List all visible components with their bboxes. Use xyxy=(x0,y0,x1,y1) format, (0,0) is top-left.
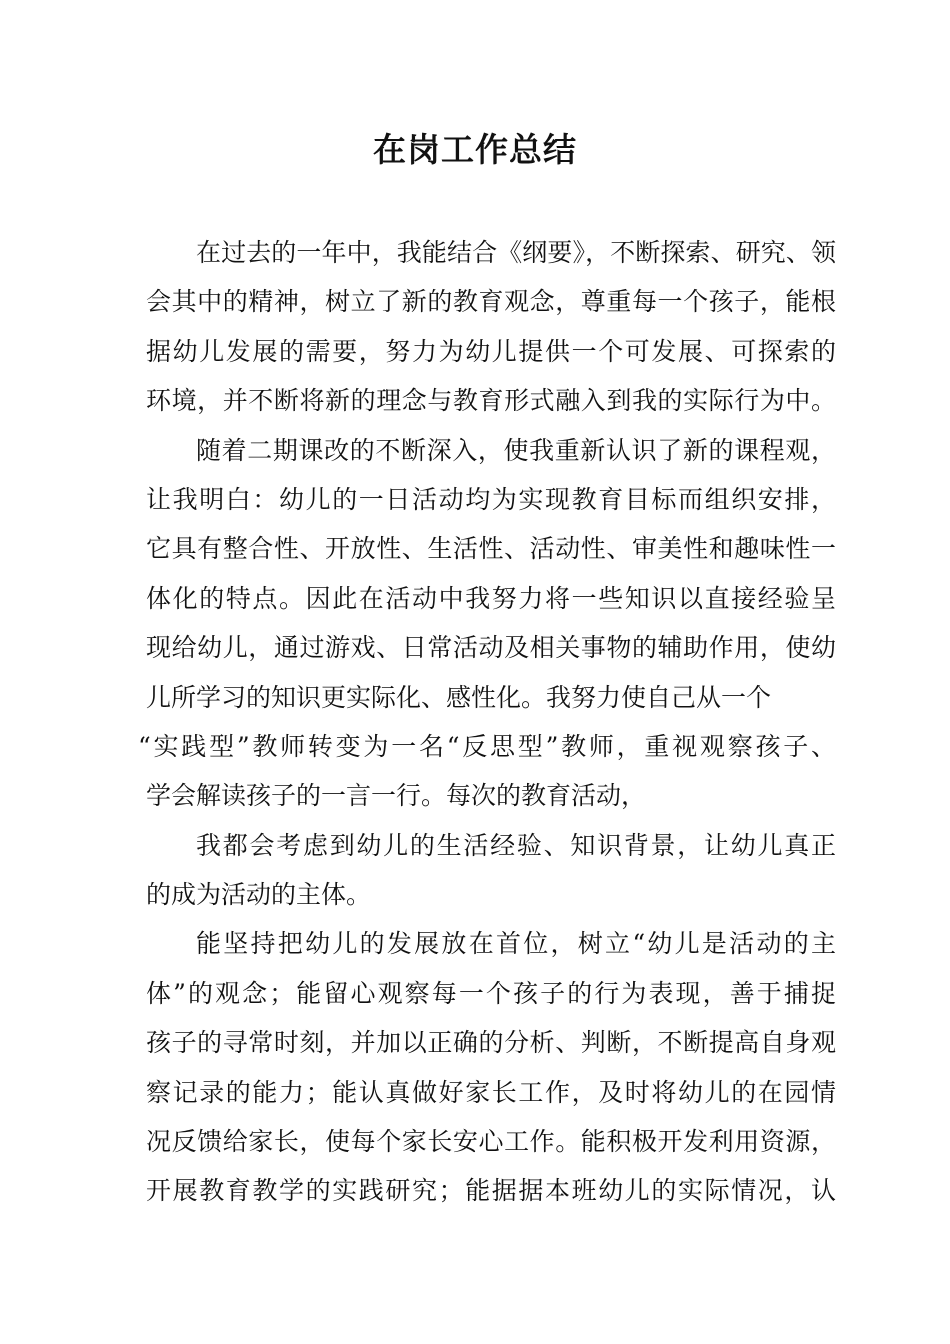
document-body xyxy=(138,228,836,1216)
text-line: 体化的特点。因此在活动中我努力将一些知识以直接经验呈 xyxy=(146,583,836,613)
text-line: 随着二期课改的不断深入，使我重新认识了新的课程观， xyxy=(196,435,836,465)
document-title: 在岗工作总结 xyxy=(373,130,577,169)
text-line: 开展教育教学的实践研究；能据据本班幼儿的实际情况，认 xyxy=(146,1176,836,1206)
text-line: 况反馈给家长，使每个家长安心工作。能积极开发利用资源， xyxy=(146,1127,836,1157)
text-line: 让我明白：幼儿的一日活动均为实现教育目标而组织安排， xyxy=(146,484,836,514)
text-line: 我都会考虑到幼儿的生活经验、知识背景，让幼儿真正 xyxy=(196,830,836,860)
text-line: 儿所学习的知识更实际化、感性化。我努力使自己从一个 xyxy=(146,682,772,712)
text-line: 的成为活动的主体。 xyxy=(146,880,372,910)
text-line: 会其中的精神，树立了新的教育观念，尊重每一个孩子，能根 xyxy=(146,287,836,317)
text-line: 据幼儿发展的需要，努力为幼儿提供一个可发展、可探索的 xyxy=(146,336,836,366)
text-line: 察记录的能力；能认真做好家长工作，及时将幼儿的在园情 xyxy=(146,1077,836,1107)
text-line: 现给幼儿，通过游戏、日常活动及相关事物的辅助作用，使幼 xyxy=(146,633,836,663)
text-line: 能坚持把幼儿的发展放在首位，树立“幼儿是活动的主 xyxy=(196,929,836,959)
text-line: 孩子的寻常时刻，并加以正确的分析、判断，不断提高自身观 xyxy=(146,1028,836,1058)
text-line: 在过去的一年中，我能结合《纲要》，不断探索、研究、领 xyxy=(196,238,836,267)
text-line: 环境，并不断将新的理念与教育形式融入到我的实际行为中。 xyxy=(146,386,836,416)
text-line: 学会解读孩子的一言一行。每次的教育活动， xyxy=(146,781,647,811)
text-line: 它具有整合性、开放性、生活性、活动性、审美性和趣味性一 xyxy=(146,534,836,564)
text-line: “实践型”教师转变为一名“反思型”教师，重视观察孩子、 xyxy=(138,731,836,761)
text-line: 体”的观念；能留心观察每一个孩子的行为表现，善于捕捉 xyxy=(146,978,836,1008)
